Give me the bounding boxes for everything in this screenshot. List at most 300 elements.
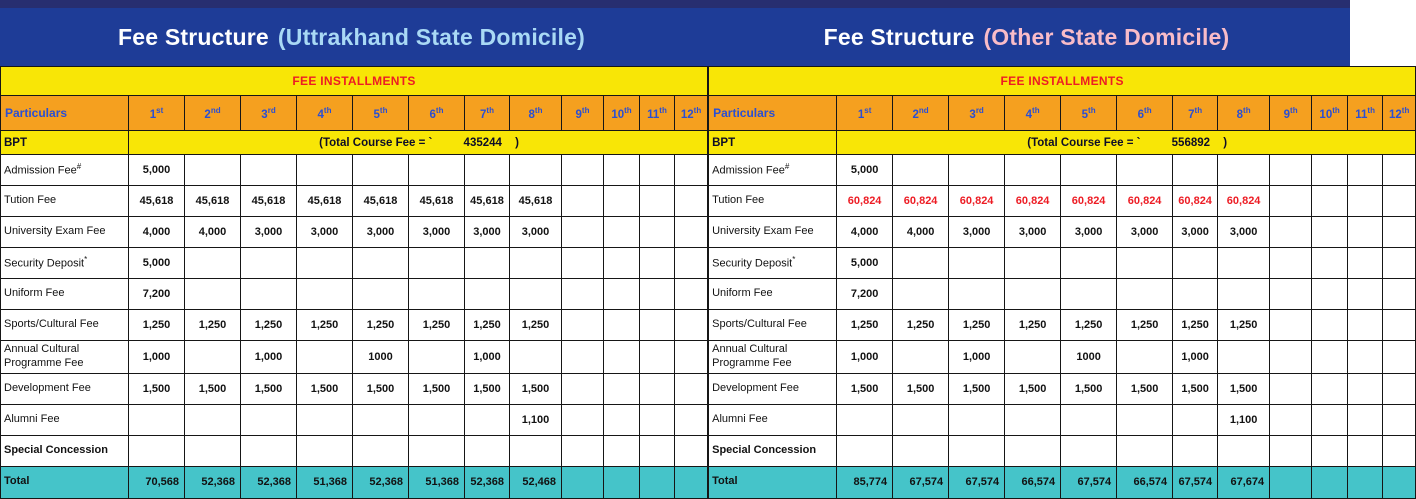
fee-row-label: Admission Fee#	[709, 155, 837, 186]
fee-cell	[1005, 279, 1061, 310]
fee-cell: 3,000	[1173, 217, 1218, 248]
fee-cell	[604, 373, 640, 404]
fee-cell: 5,000	[837, 155, 893, 186]
fee-cell: 60,824	[1218, 186, 1270, 217]
fee-cell	[1312, 279, 1348, 310]
total-course-fee-value: 435244	[463, 136, 502, 149]
column-header-row	[709, 96, 1416, 131]
fee-cell: 4,000	[893, 217, 949, 248]
fee-row	[1, 435, 708, 466]
total-cell: 52,368	[185, 466, 241, 498]
installment-col-header: 1st	[837, 96, 893, 131]
fee-cell: 45,618	[241, 186, 297, 217]
fee-cell	[1061, 404, 1117, 435]
course-row	[1, 131, 708, 155]
fee-cell	[893, 279, 949, 310]
total-cell	[604, 466, 640, 498]
total-cell: 51,368	[409, 466, 465, 498]
fee-cell	[1383, 404, 1416, 435]
fee-cell: 45,618	[465, 186, 510, 217]
fee-cell	[510, 341, 562, 374]
fee-cell	[1173, 155, 1218, 186]
fee-cell	[949, 248, 1005, 279]
fee-cell	[949, 404, 1005, 435]
fee-cell	[1218, 341, 1270, 374]
fee-cell	[562, 310, 604, 341]
fee-cell: 1,000	[129, 341, 185, 374]
fee-cell: 1,000	[1173, 341, 1218, 374]
fee-cell	[893, 248, 949, 279]
title-band	[0, 8, 1350, 66]
fee-cell	[675, 435, 708, 466]
fee-cell	[465, 435, 510, 466]
fee-cell: 45,618	[185, 186, 241, 217]
fee-cell: 5,000	[129, 248, 185, 279]
total-course-fee-close: )	[1223, 136, 1228, 149]
total-cell: 52,368	[241, 466, 297, 498]
fee-cell: 4,000	[129, 217, 185, 248]
total-cell: 52,368	[353, 466, 409, 498]
fee-cell	[1005, 248, 1061, 279]
fee-row-label: Sports/Cultural Fee	[1, 310, 129, 341]
fee-cell	[1312, 155, 1348, 186]
fee-cell: 1,000	[949, 341, 1005, 374]
course-row	[709, 131, 1416, 155]
fee-installments-band	[1, 67, 708, 96]
fee-cell	[1061, 248, 1117, 279]
fee-cell: 3,000	[465, 217, 510, 248]
fee-cell	[675, 248, 708, 279]
installment-col-header: 7th	[1173, 96, 1218, 131]
fee-cell	[465, 155, 510, 186]
fee-cell: 3,000	[241, 217, 297, 248]
fee-cell	[604, 310, 640, 341]
fee-cell	[1270, 279, 1312, 310]
right-table-title	[703, 8, 1350, 66]
fee-cell: 1,000	[241, 341, 297, 374]
fee-cell	[949, 155, 1005, 186]
fee-cell	[129, 435, 185, 466]
installment-col-header: 10th	[604, 96, 640, 131]
fee-cell	[1117, 341, 1173, 374]
fee-cell: 45,618	[510, 186, 562, 217]
fee-row	[709, 279, 1416, 310]
fee-cell: 1,500	[1218, 373, 1270, 404]
fee-cell	[640, 217, 675, 248]
fee-cell	[640, 341, 675, 374]
fee-cell	[185, 248, 241, 279]
fee-row	[1, 279, 708, 310]
left-table-title	[0, 8, 703, 66]
fee-cell: 1,250	[1117, 310, 1173, 341]
fee-cell	[1218, 435, 1270, 466]
installment-col-header: 3rd	[949, 96, 1005, 131]
fee-row-label: Development Fee	[709, 373, 837, 404]
fee-cell: 1,250	[409, 310, 465, 341]
fee-cell: 7,200	[129, 279, 185, 310]
fee-cell	[640, 186, 675, 217]
fee-row-label: Annual Cultural Programme Fee	[1, 341, 129, 374]
fee-cell: 1,500	[949, 373, 1005, 404]
fee-cell	[1348, 217, 1383, 248]
fee-cell	[640, 404, 675, 435]
fee-cell: 1,500	[241, 373, 297, 404]
fee-row-label: Uniform Fee	[709, 279, 837, 310]
fee-cell	[241, 435, 297, 466]
fee-cell	[1348, 279, 1383, 310]
fee-cell	[1383, 248, 1416, 279]
fee-row	[709, 435, 1416, 466]
left-title-main: Fee Structure	[118, 23, 269, 50]
fee-cell	[1312, 217, 1348, 248]
fee-row	[1, 373, 708, 404]
fee-cell	[604, 186, 640, 217]
particulars-header: Particulars	[1, 96, 129, 131]
fee-cell	[353, 279, 409, 310]
installment-col-header: 10th	[1312, 96, 1348, 131]
left-title-domicile: (Uttrakhand State Domicile)	[277, 23, 585, 50]
fee-cell	[640, 310, 675, 341]
fee-cell	[1005, 341, 1061, 374]
fee-row	[709, 404, 1416, 435]
fee-cell	[241, 404, 297, 435]
installment-col-header: 5th	[1061, 96, 1117, 131]
installment-col-header: 8th	[510, 96, 562, 131]
fee-cell: 45,618	[409, 186, 465, 217]
fee-cell: 1,250	[241, 310, 297, 341]
fee-cell	[604, 217, 640, 248]
installment-col-header: 6th	[1117, 96, 1173, 131]
fee-cell	[1383, 373, 1416, 404]
fee-row	[1, 404, 708, 435]
fee-cell: 60,824	[1005, 186, 1061, 217]
fee-cell	[1173, 248, 1218, 279]
fee-cell	[353, 404, 409, 435]
total-cell	[1348, 466, 1383, 498]
fee-row	[709, 217, 1416, 248]
fee-cell: 1,500	[837, 373, 893, 404]
fee-cell: 1,500	[297, 373, 353, 404]
fee-cell	[1312, 341, 1348, 374]
fee-cell	[604, 155, 640, 186]
fee-cell: 1,500	[1117, 373, 1173, 404]
fee-cell	[129, 404, 185, 435]
fee-cell	[185, 341, 241, 374]
fee-row-label: Special Concession	[709, 435, 837, 466]
fee-cell	[1383, 310, 1416, 341]
fee-cell	[675, 310, 708, 341]
top-decor-strip	[0, 0, 1350, 8]
fee-cell	[562, 373, 604, 404]
fee-cell: 1,250	[1218, 310, 1270, 341]
fee-cell	[1348, 248, 1383, 279]
fee-row-label: Alumni Fee	[1, 404, 129, 435]
fee-cell	[1348, 186, 1383, 217]
fee-cell	[297, 404, 353, 435]
fee-installments-band	[709, 67, 1416, 96]
fee-cell	[1173, 435, 1218, 466]
total-cell	[675, 466, 708, 498]
total-cell	[1312, 466, 1348, 498]
fee-row-label: Sports/Cultural Fee	[709, 310, 837, 341]
fee-cell	[1117, 279, 1173, 310]
fee-cell	[185, 435, 241, 466]
fee-cell: 1,250	[1061, 310, 1117, 341]
fee-cell	[409, 248, 465, 279]
fee-cell: 45,618	[297, 186, 353, 217]
total-course-fee-close: )	[515, 136, 519, 149]
fee-cell: 3,000	[510, 217, 562, 248]
fee-row	[709, 186, 1416, 217]
total-cell: 67,674	[1218, 466, 1270, 498]
total-row	[709, 466, 1416, 498]
installment-col-header: 9th	[1270, 96, 1312, 131]
fee-cell: 1,000	[837, 341, 893, 374]
fee-cell	[185, 279, 241, 310]
fee-cell	[1348, 373, 1383, 404]
fee-cell	[1348, 435, 1383, 466]
fee-cell	[1383, 217, 1416, 248]
course-name: BPT	[1, 131, 129, 155]
fee-cell	[185, 155, 241, 186]
fee-cell	[604, 279, 640, 310]
fee-cell: 1,500	[510, 373, 562, 404]
fee-cell	[640, 435, 675, 466]
total-cell: 67,574	[1061, 466, 1117, 498]
fee-cell	[1312, 404, 1348, 435]
fee-cell	[1270, 186, 1312, 217]
fee-cell	[510, 155, 562, 186]
total-course-fee	[837, 131, 1416, 155]
fee-cell	[297, 155, 353, 186]
fee-row-label: Annual Cultural Programme Fee	[709, 341, 837, 374]
installment-col-header: 2nd	[185, 96, 241, 131]
total-cell	[1270, 466, 1312, 498]
fee-cell: 45,618	[353, 186, 409, 217]
total-course-fee-label: (Total Course Fee = `	[319, 136, 433, 149]
fee-tables-container	[0, 66, 1410, 499]
fee-row	[1, 217, 708, 248]
fee-row	[709, 373, 1416, 404]
fee-table-other-state	[708, 66, 1416, 499]
fee-cell	[675, 279, 708, 310]
fee-cell	[1270, 310, 1312, 341]
fee-cell	[510, 248, 562, 279]
fee-cell	[353, 155, 409, 186]
fee-cell	[241, 248, 297, 279]
fee-cell	[1312, 248, 1348, 279]
fee-cell: 60,824	[1061, 186, 1117, 217]
fee-cell	[1383, 155, 1416, 186]
total-cell: 52,368	[465, 466, 510, 498]
installment-col-header: 2nd	[893, 96, 949, 131]
fee-row	[1, 341, 708, 374]
fee-cell	[185, 404, 241, 435]
fee-cell	[465, 279, 510, 310]
fee-cell	[1270, 404, 1312, 435]
fee-cell: 4,000	[837, 217, 893, 248]
fee-row-label: Uniform Fee	[1, 279, 129, 310]
total-course-fee-value: 556892	[1171, 136, 1211, 149]
fee-cell	[893, 435, 949, 466]
fee-cell: 1,250	[465, 310, 510, 341]
fee-cell: 1,500	[353, 373, 409, 404]
installment-col-header: 7th	[465, 96, 510, 131]
fee-cell	[949, 435, 1005, 466]
fee-cell	[1383, 341, 1416, 374]
fee-cell	[353, 435, 409, 466]
fee-cell	[1383, 435, 1416, 466]
fee-cell	[562, 341, 604, 374]
installment-col-header: 4th	[1005, 96, 1061, 131]
total-cell: 66,574	[1117, 466, 1173, 498]
fee-cell: 5,000	[129, 155, 185, 186]
fee-row-label: Development Fee	[1, 373, 129, 404]
fee-cell	[1173, 404, 1218, 435]
fee-cell: 1,250	[949, 310, 1005, 341]
fee-cell	[353, 248, 409, 279]
fee-row	[709, 341, 1416, 374]
fee-row-label: Admission Fee#	[1, 155, 129, 186]
fee-cell	[1117, 404, 1173, 435]
installment-col-header: 12th	[1383, 96, 1416, 131]
fee-row	[1, 155, 708, 186]
fee-cell	[1270, 248, 1312, 279]
fee-cell: 1,250	[129, 310, 185, 341]
fee-cell: 1000	[353, 341, 409, 374]
fee-cell	[297, 248, 353, 279]
fee-cell	[562, 248, 604, 279]
total-cell	[562, 466, 604, 498]
total-cell: 52,468	[510, 466, 562, 498]
fee-cell: 1,500	[1061, 373, 1117, 404]
fee-cell	[1005, 404, 1061, 435]
fee-cell	[1218, 279, 1270, 310]
fee-cell	[562, 404, 604, 435]
fee-cell	[837, 404, 893, 435]
fee-cell	[1312, 186, 1348, 217]
fee-cell	[949, 279, 1005, 310]
fee-cell	[241, 155, 297, 186]
fee-cell	[465, 404, 510, 435]
fee-cell	[640, 248, 675, 279]
fee-cell: 1,250	[510, 310, 562, 341]
total-course-fee	[129, 131, 708, 155]
fee-row	[709, 310, 1416, 341]
fee-cell	[1348, 404, 1383, 435]
fee-row-label: Security Deposit*	[709, 248, 837, 279]
fee-cell	[675, 155, 708, 186]
installment-col-header: 12th	[675, 96, 708, 131]
fee-cell: 60,824	[949, 186, 1005, 217]
fee-cell	[241, 279, 297, 310]
installment-col-header: 3rd	[241, 96, 297, 131]
total-cell: 66,574	[1005, 466, 1061, 498]
fee-cell: 1,250	[353, 310, 409, 341]
fee-row-label: University Exam Fee	[1, 217, 129, 248]
fee-cell: 5,000	[837, 248, 893, 279]
fee-cell	[675, 186, 708, 217]
fee-cell: 3,000	[949, 217, 1005, 248]
fee-cell: 1,500	[1005, 373, 1061, 404]
fee-cell: 45,618	[129, 186, 185, 217]
fee-row	[1, 310, 708, 341]
fee-row-label: Special Concession	[1, 435, 129, 466]
fee-cell	[409, 341, 465, 374]
fee-cell: 1,100	[1218, 404, 1270, 435]
fee-cell	[893, 341, 949, 374]
fee-row-label: Tution Fee	[709, 186, 837, 217]
total-row-label: Total	[1, 466, 129, 498]
fee-cell	[604, 404, 640, 435]
fee-cell	[409, 435, 465, 466]
fee-cell: 1,250	[297, 310, 353, 341]
fee-cell	[562, 435, 604, 466]
fee-cell	[1117, 155, 1173, 186]
total-cell: 67,574	[949, 466, 1005, 498]
fee-installments-title: FEE INSTALLMENTS	[709, 67, 1416, 96]
fee-table-uttrakhand	[0, 66, 708, 499]
fee-row	[1, 248, 708, 279]
fee-cell: 7,200	[837, 279, 893, 310]
fee-cell	[837, 435, 893, 466]
installment-col-header: 11th	[1348, 96, 1383, 131]
fee-cell: 1,500	[409, 373, 465, 404]
fee-installments-title: FEE INSTALLMENTS	[1, 67, 708, 96]
fee-cell: 3,000	[1061, 217, 1117, 248]
fee-cell	[1218, 248, 1270, 279]
fee-cell: 1,000	[465, 341, 510, 374]
total-cell: 67,574	[1173, 466, 1218, 498]
fee-cell	[1348, 310, 1383, 341]
fee-cell: 3,000	[409, 217, 465, 248]
fee-row-label: University Exam Fee	[709, 217, 837, 248]
fee-cell: 1,500	[465, 373, 510, 404]
fee-cell	[1117, 435, 1173, 466]
fee-row-label: Security Deposit*	[1, 248, 129, 279]
fee-cell	[1270, 341, 1312, 374]
fee-cell	[1218, 155, 1270, 186]
fee-cell: 1,500	[129, 373, 185, 404]
fee-cell	[1005, 155, 1061, 186]
fee-cell: 4,000	[185, 217, 241, 248]
fee-rows-body	[1, 155, 708, 499]
total-cell: 67,574	[893, 466, 949, 498]
fee-cell: 3,000	[1218, 217, 1270, 248]
fee-cell: 1,250	[185, 310, 241, 341]
fee-cell	[1117, 248, 1173, 279]
fee-cell	[1312, 310, 1348, 341]
fee-cell	[675, 404, 708, 435]
fee-cell	[465, 248, 510, 279]
fee-cell: 3,000	[1117, 217, 1173, 248]
fee-cell: 3,000	[297, 217, 353, 248]
installment-col-header: 8th	[1218, 96, 1270, 131]
fee-cell	[297, 435, 353, 466]
fee-cell	[1312, 373, 1348, 404]
fee-cell: 1,250	[837, 310, 893, 341]
total-row	[1, 466, 708, 498]
fee-cell	[640, 279, 675, 310]
fee-cell	[562, 155, 604, 186]
fee-cell	[1348, 155, 1383, 186]
fee-cell: 1,250	[893, 310, 949, 341]
fee-cell: 1,500	[185, 373, 241, 404]
fee-cell	[1383, 186, 1416, 217]
total-course-fee-label: (Total Course Fee = `	[1027, 136, 1141, 149]
fee-cell	[297, 341, 353, 374]
fee-cell	[510, 279, 562, 310]
